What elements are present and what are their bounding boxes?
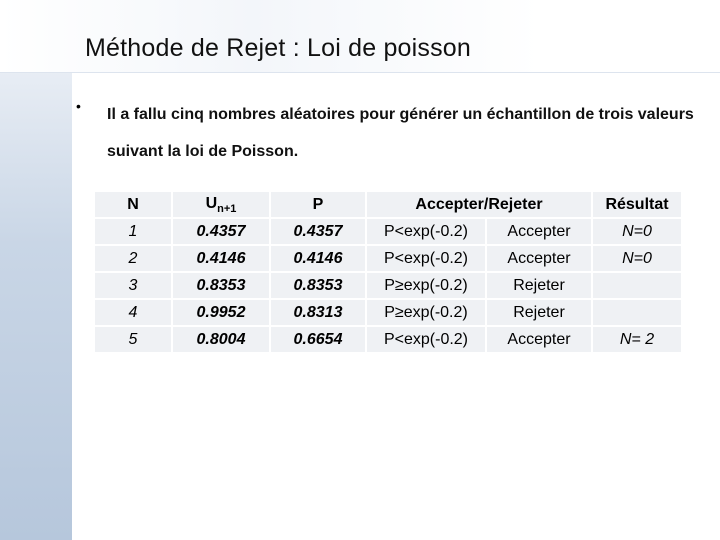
cell-condition: P≥exp(-0.2) xyxy=(367,273,485,298)
cell-p: 0.8313 xyxy=(271,300,365,325)
cell-result: N=0 xyxy=(593,219,681,244)
cell-condition: P<exp(-0.2) xyxy=(367,219,485,244)
cell-u: 0.8353 xyxy=(173,273,269,298)
header-result: Résultat xyxy=(593,192,681,217)
cell-n: 2 xyxy=(95,246,171,271)
cell-decision: Accepter xyxy=(487,327,591,352)
page-title: Méthode de Rejet : Loi de poisson xyxy=(85,34,472,62)
cell-p: 0.4357 xyxy=(271,219,365,244)
table-row xyxy=(95,273,681,298)
table-row xyxy=(95,219,681,244)
cell-u: 0.4146 xyxy=(173,246,269,271)
cell-u: 0.8004 xyxy=(173,327,269,352)
cell-p: 0.4146 xyxy=(271,246,365,271)
cell-decision: Rejeter xyxy=(487,300,591,325)
cell-result xyxy=(593,273,681,298)
header-u-subscript: n+1 xyxy=(217,202,237,215)
header-p: P xyxy=(271,192,365,217)
cell-result: N=0 xyxy=(593,246,681,271)
header-n: N xyxy=(95,192,171,217)
cell-decision: Accepter xyxy=(487,246,591,271)
table-row xyxy=(95,300,681,325)
cell-n: 1 xyxy=(95,219,171,244)
cell-u: 0.9952 xyxy=(173,300,269,325)
bullet-text: Il a fallu cinq nombres aléatoires pour générer un échantillon de trois valeurs suivant la loi de Poisson. xyxy=(107,106,694,160)
rejection-table xyxy=(93,190,683,354)
cell-condition: P<exp(-0.2) xyxy=(367,246,485,271)
header-u xyxy=(173,192,269,217)
cell-condition: P≥exp(-0.2) xyxy=(367,300,485,325)
cell-condition: P<exp(-0.2) xyxy=(367,327,485,352)
header-accept-reject: Accepter/Rejeter xyxy=(367,192,591,217)
cell-decision: Accepter xyxy=(487,219,591,244)
table-row xyxy=(95,246,681,271)
cell-result: N= 2 xyxy=(593,327,681,352)
table-header-row xyxy=(95,192,681,217)
header-u-base: U xyxy=(205,194,218,212)
cell-n: 5 xyxy=(95,327,171,352)
cell-n: 4 xyxy=(95,300,171,325)
cell-n: 3 xyxy=(95,273,171,298)
cell-decision: Rejeter xyxy=(487,273,591,298)
cell-p: 0.8353 xyxy=(271,273,365,298)
left-decorative-band xyxy=(0,0,72,540)
cell-u: 0.4357 xyxy=(173,219,269,244)
table-row xyxy=(95,327,681,352)
cell-p: 0.6654 xyxy=(271,327,365,352)
bullet-point: • xyxy=(76,98,81,114)
cell-result xyxy=(593,300,681,325)
